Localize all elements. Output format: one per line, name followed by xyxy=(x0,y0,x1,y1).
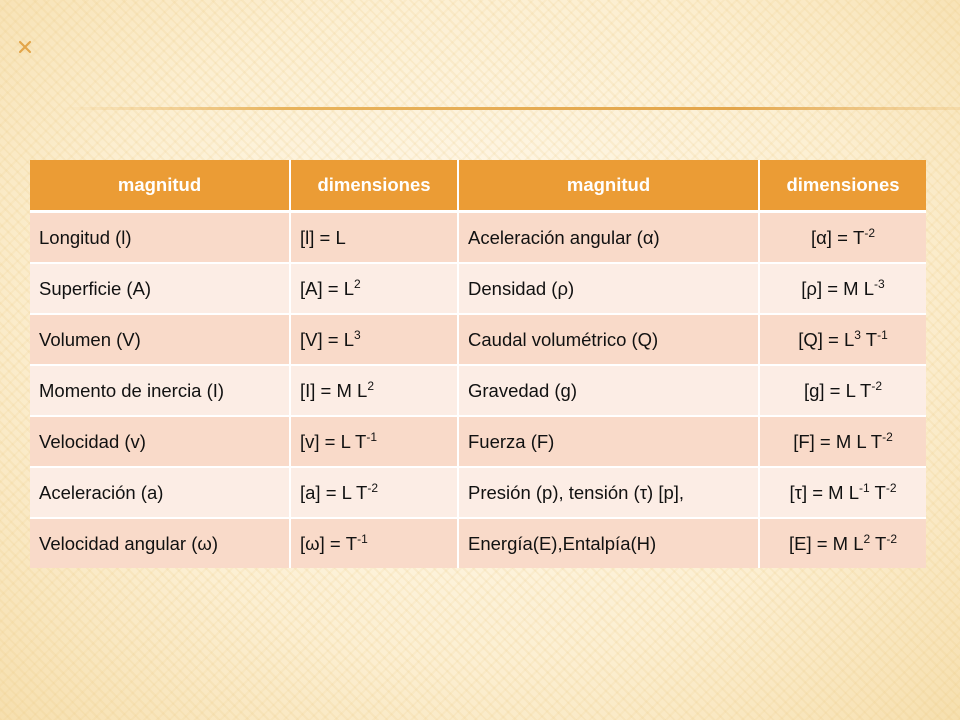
dimension-exponent: -2 xyxy=(882,429,893,444)
dimension-exponent: -1 xyxy=(859,480,870,495)
magnitude-cell: Aceleración angular (α) xyxy=(458,212,759,264)
dimension-base: [V] = L xyxy=(300,328,354,350)
table-row xyxy=(30,263,926,314)
dimension-cell xyxy=(290,365,458,416)
dimension-cell xyxy=(759,467,926,518)
dimension-base: [τ] = M L xyxy=(789,481,860,503)
dimension-exponent: -1 xyxy=(366,429,378,444)
dimension-exponent: -2 xyxy=(885,480,897,495)
dimension-cell xyxy=(290,518,458,568)
dimension-base: [ω] = T xyxy=(300,532,358,554)
table-body xyxy=(30,212,926,569)
dimension-exponent: -2 xyxy=(864,225,876,240)
dimension-cell xyxy=(759,314,926,365)
dimension-base: [F] = M L T xyxy=(793,430,883,452)
magnitude-cell: Momento de inercia (I) xyxy=(30,365,290,416)
magnitude-cell: Velocidad (v) xyxy=(30,416,290,467)
dimension-exponent: 2 xyxy=(367,378,375,393)
magnitude-cell: Densidad (ρ) xyxy=(458,263,759,314)
dimension-base: [l] = L xyxy=(300,226,346,248)
decorative-divider-line xyxy=(60,107,960,110)
table-header-row xyxy=(30,160,926,212)
table-row xyxy=(30,314,926,365)
table-row xyxy=(30,416,926,467)
dimension-base: [ρ] = M L xyxy=(801,277,875,299)
magnitude-cell: Aceleración (a) xyxy=(30,467,290,518)
dimension-cell xyxy=(290,263,458,314)
magnitude-cell: Caudal volumétrico (Q) xyxy=(458,314,759,365)
magnitude-cell: Energía(E),Entalpía(H) xyxy=(458,518,759,568)
dimension-base: [Q] = L xyxy=(798,328,855,350)
dimension-base: [a] = L T xyxy=(300,481,368,503)
table-row xyxy=(30,467,926,518)
dimension-base: T xyxy=(860,328,878,350)
table-row xyxy=(30,518,926,568)
dimension-exponent: 2 xyxy=(863,531,871,546)
magnitude-cell: Presión (p), tensión (τ) [p], xyxy=(458,467,759,518)
magnitude-cell: Volumen (V) xyxy=(30,314,290,365)
table-row xyxy=(30,365,926,416)
dimension-exponent: -2 xyxy=(367,480,379,495)
dimension-base: [E] = M L xyxy=(788,532,864,554)
header-magnitud-1: magnitud xyxy=(30,160,290,212)
dimension-base: [I] = M L xyxy=(300,379,368,401)
dimension-cell xyxy=(759,518,926,568)
dimension-base: [A] = L xyxy=(300,277,354,299)
dimension-cell xyxy=(759,365,926,416)
magnitude-cell: Velocidad angular (ω) xyxy=(30,518,290,568)
magnitude-cell: Superficie (A) xyxy=(30,263,290,314)
dimension-exponent: 3 xyxy=(854,327,861,342)
dimension-exponent: -2 xyxy=(871,378,883,393)
dimension-exponent: 2 xyxy=(354,276,361,291)
dimension-exponent: -1 xyxy=(877,327,888,342)
magnitude-cell: Longitud (l) xyxy=(30,212,290,264)
dimension-exponent: -2 xyxy=(886,531,898,546)
slide-x-mark-icon xyxy=(18,40,32,54)
dimension-base: T xyxy=(870,532,887,554)
dimension-cell xyxy=(759,416,926,467)
dimension-exponent: 3 xyxy=(354,327,361,342)
dimension-base: T xyxy=(869,481,886,503)
magnitude-cell: Gravedad (g) xyxy=(458,365,759,416)
table-row xyxy=(30,212,926,264)
dimension-cell xyxy=(759,263,926,314)
dimension-cell xyxy=(290,467,458,518)
dimension-cell xyxy=(290,314,458,365)
dimension-base: [α] = T xyxy=(810,226,865,248)
dimension-cell xyxy=(290,416,458,467)
dimensions-table xyxy=(30,160,926,568)
header-magnitud-2: magnitud xyxy=(458,160,759,212)
header-dimensiones-1: dimensiones xyxy=(290,160,458,212)
magnitude-cell: Fuerza (F) xyxy=(458,416,759,467)
dimension-base: [g] = L T xyxy=(803,379,872,401)
dimension-exponent: -3 xyxy=(874,276,885,291)
dimension-cell xyxy=(290,212,458,264)
dimension-exponent: -1 xyxy=(357,531,368,546)
dimension-base: [v] = L T xyxy=(300,430,367,452)
header-dimensiones-2: dimensiones xyxy=(759,160,926,212)
dimension-cell xyxy=(759,212,926,264)
